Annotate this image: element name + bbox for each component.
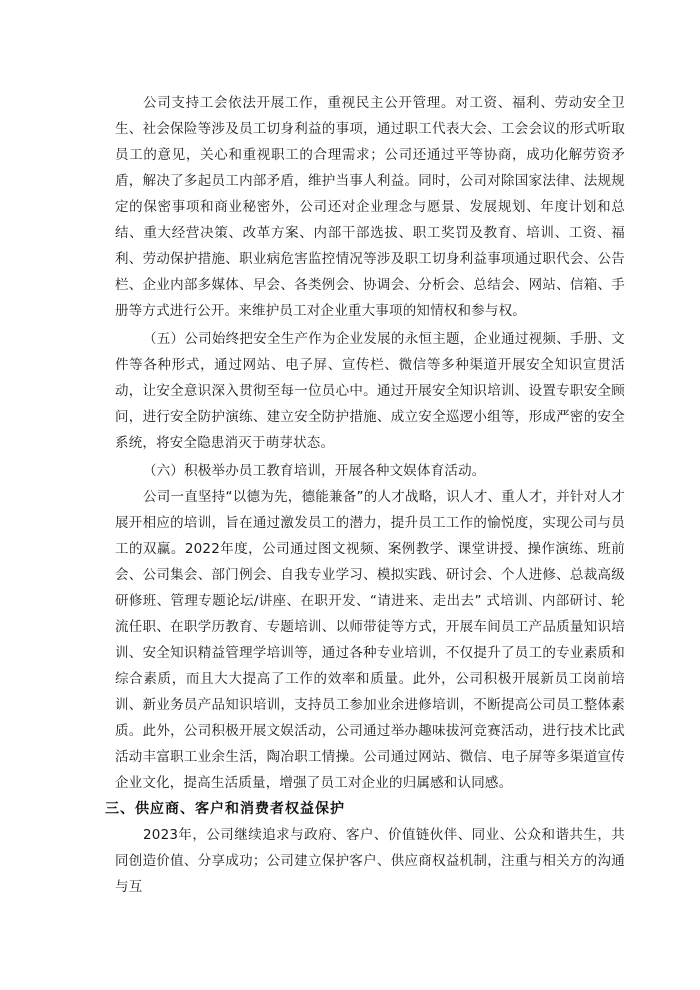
paragraph-training-subheading: （六）积极举办员工教育培训，开展各种文娱体育活动。 (143, 463, 486, 479)
paragraph-safety-production: （五）公司始终把安全生产作为企业发展的永恒主题，企业通过视频、手册、文件等各种形式，通过网站、电子屏、宣传栏、微信等多种渠道开展安全知识宣贯活动，让安全意识深入贯彻至每一位员心中。通过开展安全知识培训、设置专职安全顾问，进行安全防护演练、建立安全防护措施、成立安全巡逻小组等，形成严密的安全系统，将安全隐患消灭于萌芽状态。 (115, 331, 625, 451)
paragraph-union-democratic-management: 公司支持工会依法开展工作，重视民主公开管理。对工资、福利、劳动安全卫生、社会保险等涉及员工切身利益的事项，通过职工代表大会、工会会议的形式听取员工的意见，关心和重视职工的合理需求；公司还通过平等协商，成功化解劳资矛盾，解决了多起员工内部矛盾，维护当事人利益。同时，公司对除国家法律、法规规定的保密事项和商业秘密外，公司还对企业理念与愿景、发展规划、年度计划和总结、重大经营决策、改革方案、内部干部选拔、职工奖罚及教育、培训、工资、福利、劳动保护措施、职业病危害监控情况等涉及职工切身利益事项通过职代会、公告栏、企业内部多媒体、早会、各类例会、协调会、分析会、总结会、网站、信箱、手册等方式进行公开。来维护员工对企业重大事项的知情权和参与权。 (115, 95, 625, 319)
section-heading-stakeholder-rights: 三、供应商、客户和消费者权益保护 (105, 801, 345, 817)
document-body (105, 90, 625, 900)
paragraph-talent-training: 公司一直坚持“以德为先，德能兼备”的人才战略，识人才、重人才，并针对人才展开相应的培训，旨在通过激发员工的潜力，提升员工工作的愉悦度，实现公司与员工的双赢。2022年度，公司通过图文视频、案例教学、课堂讲授、操作演练、班前会、公司集会、部门例会、自我专业学习、模拟实践、研讨会、个人进修、总裁高级研修班、管理专题论坛/讲座、在职开发、“请进来、走出去” 式培训、内部研讨、轮流任职、在职学历教育、专题培训、以师带徒等方式，开展车间员工产品质量知识培训、安全知识精益管理学培训等，通过各种专业培训，不仅提升了员工的专业素质和综合素质，而且大大提高了工作的效率和质量。此外，公司积极开展新员工岗前培训、新业务员产品知识培训，支持员工参加业余进修培训，不断提高公司员工整体素质。此外，公司积极开展文娱活动，公司通过举办趣味拔河竞赛活动，进行技术比武活动丰富职工业余生活，陶冶职工情操。公司通过网站、微信、电子屏等多渠道宣传企业文化，提高生活质量，增强了员工对企业的归属感和认同感。 (115, 489, 625, 791)
paragraph-stakeholder-cooperation: 2023年，公司继续追求与政府、客户、价值链伙伴、同业、公众和谐共生，共同创造价值、分享成功；公司建立保护客户、供应商权益机制，注重与相关方的沟通与互 (115, 827, 625, 895)
